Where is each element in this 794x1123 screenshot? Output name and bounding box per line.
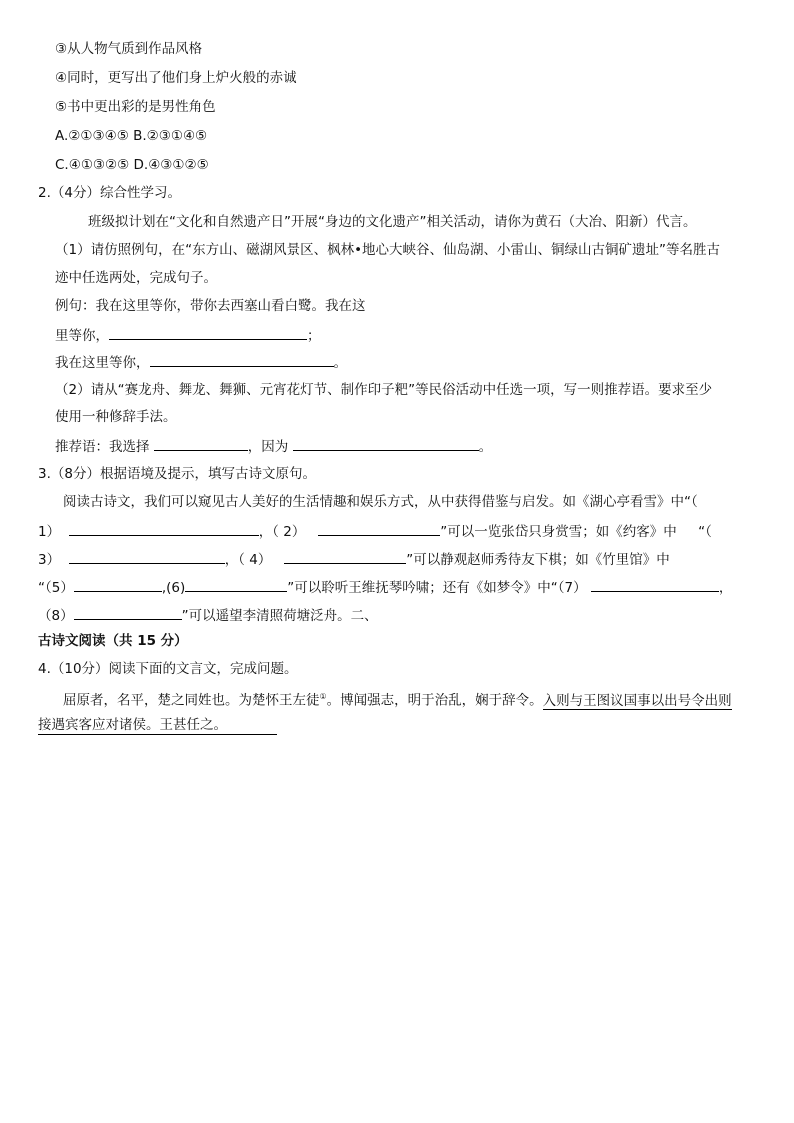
q4-passage-line2 xyxy=(38,716,277,735)
q2-part2-line2: 使用一种修辞手法。 xyxy=(55,409,177,425)
q3-heading: 3.（8分）根据语境及提示，填写古诗文原句。 xyxy=(38,466,316,482)
q3-blank-7[interactable] xyxy=(591,577,719,592)
q3-l3-b: ，（ 4） xyxy=(224,552,272,568)
q2-answer-line1-suffix: ； xyxy=(307,328,321,344)
q2-heading: 2.（4分）综合性学习。 xyxy=(38,185,181,201)
q2-intro: 班级拟计划在“文化和自然遗产日”开展“身边的文化遗产”相关活动，请你为黄石（大冶、阳新）代言。 xyxy=(88,214,697,230)
q2-part2-line1: （2）请从“赛龙舟、舞龙、舞狮、元宵花灯节、制作印子粑”等民俗活动中任选一项，写一则推荐语。要求至少 xyxy=(55,382,713,398)
q3-blank-2[interactable] xyxy=(318,521,440,536)
q2-answer-blank-2[interactable] xyxy=(150,352,334,367)
q2-answer-line2-prefix: 我在这里等你， xyxy=(55,355,150,371)
q1-choices-ab: A.②①③④⑤ B.②③①④⑤ xyxy=(55,128,208,144)
q4-heading: 4.（10分）阅读下面的文言文，完成问题。 xyxy=(38,661,298,677)
q4-passage-a: 屈原者，名平，楚之同姓也。为楚怀王左徒 xyxy=(63,692,320,709)
q2-part1-line2: 迹中任选两处，完成句子。 xyxy=(55,270,217,286)
q2-rec-middle: ，因为 xyxy=(247,439,289,455)
q2-answer-line2-suffix: 。 xyxy=(333,355,347,371)
q2-rec-blank-choice[interactable] xyxy=(154,436,248,451)
q2-recommendation xyxy=(55,436,492,456)
q1-choices-cd: C.④①③②⑤ D.④③①②⑤ xyxy=(55,157,209,173)
q3-blank-1[interactable] xyxy=(69,521,259,536)
q4-underlined-sentence: 入则与王图议国事以出号令出则 xyxy=(542,692,732,709)
q2-answer-line2 xyxy=(55,352,347,372)
q1-option-5: ⑤书中更出彩的是男性角色 xyxy=(55,99,216,115)
q1-option-3: ③从人物气质到作品风格 xyxy=(55,41,203,57)
q3-line2 xyxy=(38,521,712,541)
q2-answer-line1 xyxy=(55,325,321,345)
q3-blank-4[interactable] xyxy=(284,549,406,564)
q3-l2-b: ，（ 2） xyxy=(258,524,306,540)
q4-underlined-continuation: 接遇宾客应对诸侯。王甚任之。 xyxy=(38,716,277,735)
q4-passage-b: 。博闻强志，明于治乱，娴于辞令。 xyxy=(326,692,543,709)
q3-blank-6[interactable] xyxy=(185,577,287,592)
q3-line3 xyxy=(38,549,670,569)
q2-rec-blank-reason[interactable] xyxy=(293,436,479,451)
q3-blank-8[interactable] xyxy=(74,605,182,620)
q3-blank-5[interactable] xyxy=(74,577,162,592)
q2-example: 例句：我在这里等你，带你去西塞山看白鹭。我在这 xyxy=(55,298,366,314)
q3-l3-a: 3） xyxy=(38,552,61,568)
section-title: 古诗文阅读（共 15 分） xyxy=(38,633,188,649)
q3-l4-a: “（5） xyxy=(38,580,74,596)
q3-l5-a: （8） xyxy=(38,608,74,624)
q3-l4-d: ， xyxy=(718,580,733,596)
q3-blank-3[interactable] xyxy=(69,549,225,564)
q4-passage-line1 xyxy=(63,688,732,710)
q3-line4 xyxy=(38,577,732,597)
q4-footnote-marker: ① xyxy=(319,692,327,701)
q2-answer-line1-prefix: 里等你， xyxy=(55,328,109,344)
q3-l3-c: ”可以静观赵师秀待友下棋；如《竹里馆》中 xyxy=(406,552,670,568)
q3-line1: 阅读古诗文，我们可以窥见古人美好的生活情趣和娱乐方式，从中获得借鉴与启发。如《湖心亭看雪》中“（ xyxy=(63,494,698,510)
q3-l2-a: 1） xyxy=(38,524,61,540)
q3-l2-c: ”可以一览张岱只身赏雪；如《约客》中 xyxy=(440,524,677,540)
q3-l2-d: “（ xyxy=(698,524,712,540)
q2-rec-prefix: 推荐语：我选择 xyxy=(55,439,150,455)
q1-option-4: ④同时，更写出了他们身上炉火般的赤诚 xyxy=(55,70,297,86)
q2-answer-blank-1[interactable] xyxy=(109,325,307,340)
q3-l5-b: ”可以遥望李清照荷塘泛舟。二、 xyxy=(181,608,378,624)
q3-l4-c: ”可以聆听王维抚琴吟啸；还有《如梦令》中“（7） xyxy=(287,580,587,596)
q3-line5 xyxy=(38,605,378,625)
q2-part1-line1: （1）请仿照例句，在“东方山、磁湖风景区、枫林•地心大峡谷、仙岛湖、小雷山、铜绿山古铜矿遗址”等名胜古 xyxy=(55,242,721,258)
q3-l4-b: ,(6) xyxy=(161,580,186,596)
q2-rec-suffix: 。 xyxy=(478,439,493,455)
